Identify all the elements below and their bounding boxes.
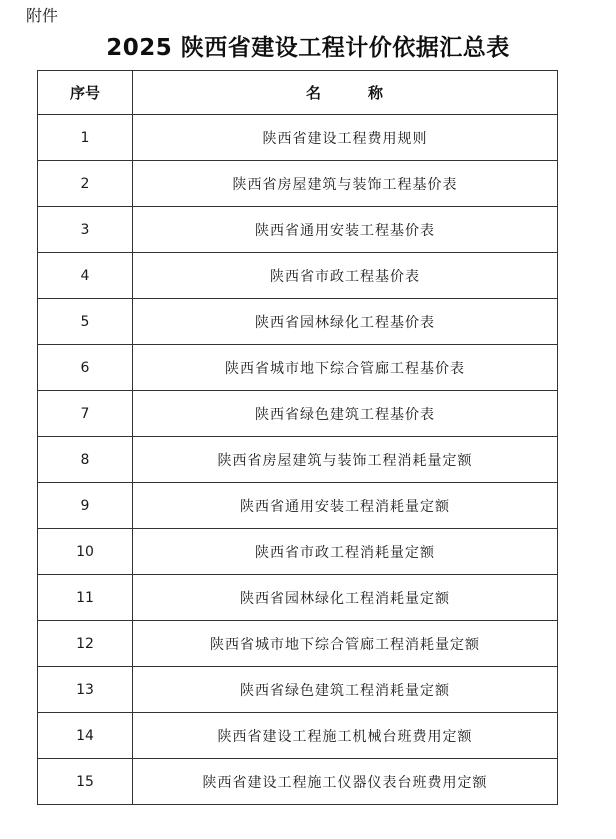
header-name-char-1: 名 <box>305 84 322 102</box>
row-serial-number: 10 <box>38 529 133 575</box>
row-name: 陕西省园林绿化工程消耗量定额 <box>133 575 558 621</box>
table-row <box>38 115 558 161</box>
header-name-char-2: 称 <box>368 84 385 102</box>
row-name: 陕西省房屋建筑与装饰工程消耗量定额 <box>133 437 558 483</box>
row-name: 陕西省建设工程施工仪器仪表台班费用定额 <box>133 759 558 805</box>
row-serial-number: 8 <box>38 437 133 483</box>
table-row <box>38 345 558 391</box>
row-serial-number: 11 <box>38 575 133 621</box>
row-name: 陕西省建设工程费用规则 <box>133 115 558 161</box>
header-serial-number: 序号 <box>38 71 133 115</box>
summary-table <box>37 70 558 805</box>
row-serial-number: 6 <box>38 345 133 391</box>
table-row <box>38 529 558 575</box>
table-row <box>38 207 558 253</box>
row-name: 陕西省通用安装工程基价表 <box>133 207 558 253</box>
row-name: 陕西省城市地下综合管廊工程消耗量定额 <box>133 621 558 667</box>
table-row <box>38 299 558 345</box>
table-row <box>38 391 558 437</box>
row-name: 陕西省建设工程施工机械台班费用定额 <box>133 713 558 759</box>
row-name: 陕西省市政工程基价表 <box>133 253 558 299</box>
table-row <box>38 483 558 529</box>
table-row <box>38 437 558 483</box>
row-serial-number: 12 <box>38 621 133 667</box>
table-row <box>38 575 558 621</box>
table-row <box>38 621 558 667</box>
header-name <box>133 71 558 115</box>
row-serial-number: 7 <box>38 391 133 437</box>
table-row <box>38 161 558 207</box>
table-row <box>38 713 558 759</box>
row-serial-number: 2 <box>38 161 133 207</box>
row-name: 陕西省城市地下综合管廊工程基价表 <box>133 345 558 391</box>
row-name: 陕西省市政工程消耗量定额 <box>133 529 558 575</box>
row-name: 陕西省绿色建筑工程消耗量定额 <box>133 667 558 713</box>
row-serial-number: 5 <box>38 299 133 345</box>
row-name: 陕西省通用安装工程消耗量定额 <box>133 483 558 529</box>
row-serial-number: 9 <box>38 483 133 529</box>
row-serial-number: 4 <box>38 253 133 299</box>
row-name: 陕西省园林绿化工程基价表 <box>133 299 558 345</box>
row-name: 陕西省房屋建筑与装饰工程基价表 <box>133 161 558 207</box>
table-row <box>38 759 558 805</box>
attachment-label: 附件 <box>26 6 59 25</box>
row-serial-number: 13 <box>38 667 133 713</box>
row-serial-number: 14 <box>38 713 133 759</box>
table-row <box>38 667 558 713</box>
row-serial-number: 3 <box>38 207 133 253</box>
row-name: 陕西省绿色建筑工程基价表 <box>133 391 558 437</box>
row-serial-number: 15 <box>38 759 133 805</box>
table-header-row <box>38 71 558 115</box>
table-row <box>38 253 558 299</box>
row-serial-number: 1 <box>38 115 133 161</box>
document-title: 2025 陕西省建设工程计价依据汇总表 <box>106 35 510 61</box>
